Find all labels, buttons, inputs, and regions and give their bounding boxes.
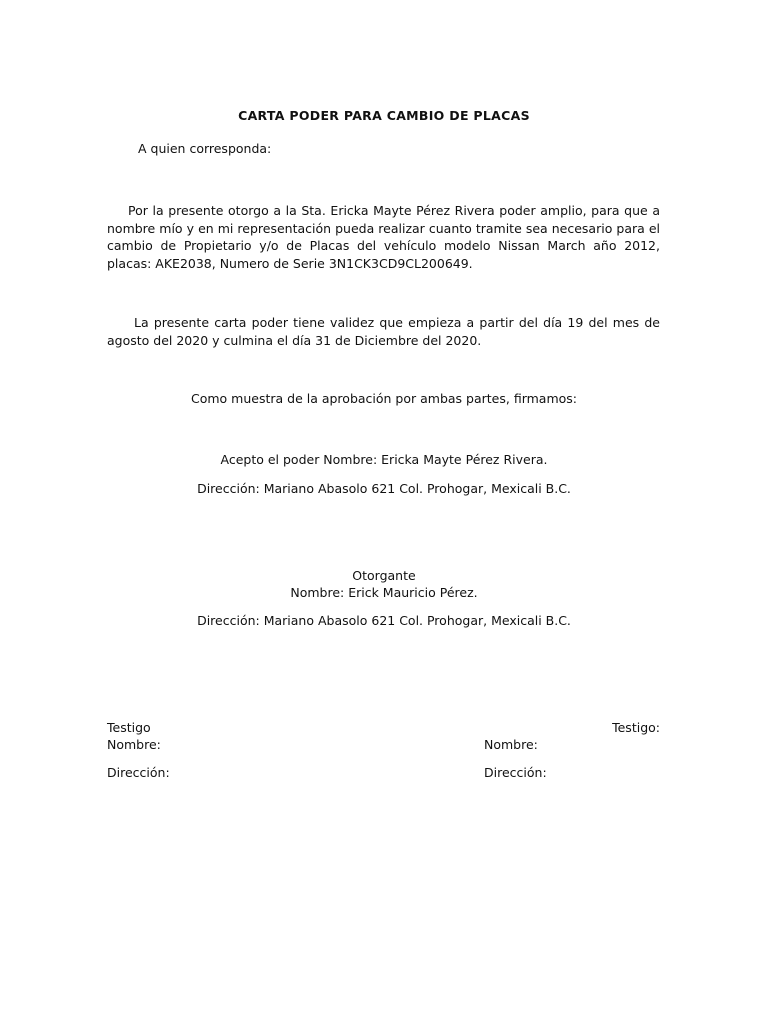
body-paragraph-validity: La presente carta poder tiene validez que empieza a partir del día 19 del mes de agosto del 2020 y culmina el día 31 de Diciembre del 2020. — [107, 315, 660, 348]
grantor-label: Otorgante — [352, 568, 416, 583]
witness-left-address: Dirección: — [107, 765, 170, 780]
grantor-address: Dirección: Mariano Abasolo 621 Col. Prohogar, Mexicali B.C. — [197, 613, 571, 628]
witness-right-name: Nombre: — [484, 737, 538, 752]
witness-left-name: Nombre: — [107, 737, 161, 752]
witness-left-label: Testigo — [107, 720, 151, 735]
salutation: A quien corresponda: — [138, 141, 272, 156]
document-title: CARTA PODER PARA CAMBIO DE PLACAS — [238, 108, 530, 123]
acceptance-address: Dirección: Mariano Abasolo 621 Col. Prohogar, Mexicali B.C. — [197, 481, 571, 496]
acceptance-line: Acepto el poder Nombre: Ericka Mayte Pérez Rivera. — [220, 452, 548, 467]
body-paragraph-authorization: Por la presente otorgo a la Sta. Ericka Mayte Pérez Rivera poder amplio, para que a nombre mío y en mi representación pueda realizar cuanto tramite sea necesario para el cambio de Propietario y/o de Placas del vehículo modelo Nissan March año 2012, placas: AKE2038, Numero de Serie 3N1CK3CD9CL200649. — [107, 203, 660, 271]
grantor-name: Nombre: Erick Mauricio Pérez. — [290, 585, 478, 600]
witness-right-label: Testigo: — [612, 720, 660, 735]
approval-statement: Como muestra de la aprobación por ambas partes, firmamos: — [190, 391, 578, 406]
witness-right-address: Dirección: — [484, 765, 547, 780]
